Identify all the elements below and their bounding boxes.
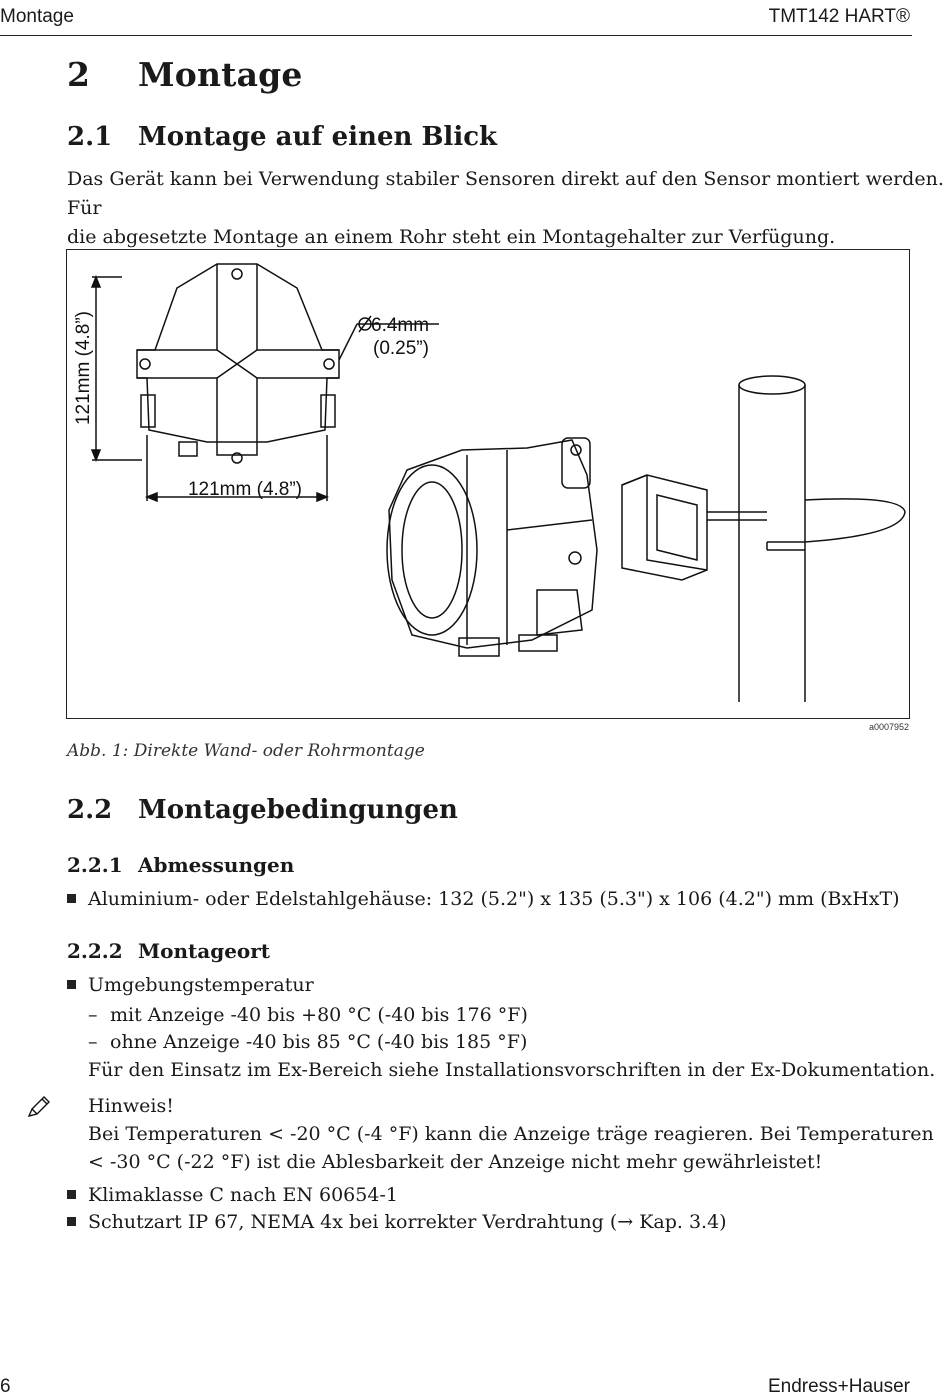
- list-item-temperature: Umgebungstemperatur: [67, 974, 314, 996]
- bullet-square-icon: [67, 980, 76, 989]
- subsection-heading-2-1: 2.1 Montage auf einen Blick: [67, 122, 498, 152]
- hole-dim-mm-label: 6.4mm: [371, 315, 430, 336]
- section-heading: 2 Montage: [67, 55, 303, 94]
- dim-horizontal-label: 121mm (4.8”): [187, 479, 303, 500]
- pencil-icon: [26, 1094, 52, 1120]
- ex-note: Für den Einsatz im Ex-Bereich siehe Installationsvorschriften in der Ex-Dokumentation.: [88, 1059, 936, 1081]
- intro-line-2: die abgesetzte Montage an einem Rohr steht ein Montagehalter zur Verfügung.: [67, 226, 836, 248]
- list-item-dimensions: Aluminium- oder Edelstahlgehäuse: 132 (5.2") x 135 (5.3") x 106 (4.2") mm (BxHxT): [67, 888, 900, 910]
- intro-line-1: Das Gerät kann bei Verwendung stabiler Sensoren direkt auf den Sensor montiert werden. Für: [67, 168, 944, 219]
- list-item-protection: Schutzart IP 67, NEMA 4x bei korrekter Verdrahtung (→ Kap. 3.4): [67, 1211, 727, 1233]
- hole-dim-in-label: (0.25”): [373, 338, 429, 359]
- note-line-2: < -30 °C (-22 °F) ist die Ablesbarkeit der Anzeige nicht mehr gewährleistet!: [88, 1151, 823, 1173]
- bullet-square-icon: [67, 1190, 76, 1199]
- dim-vertical-label: 121mm (4.8”): [73, 310, 94, 426]
- dash-item-without-display: – ohne Anzeige -40 bis 85 °C (-40 bis 185 °F): [88, 1031, 528, 1053]
- intro-paragraph: [67, 165, 950, 252]
- figure-frame: [66, 249, 910, 719]
- running-header-right: TMT142 HART®: [768, 6, 910, 27]
- footer-brand: Endress+Hauser: [767, 1376, 910, 1397]
- dash-item-with-display: – mit Anzeige -40 bis +80 °C (-40 bis 176 °F): [88, 1004, 528, 1026]
- subsection-heading-2-2-2: 2.2.2 Montageort: [67, 939, 271, 963]
- figure-id: a0007952: [869, 722, 910, 732]
- subsection-heading-2-2: 2.2 Montagebedingungen: [67, 795, 458, 825]
- header-rule: [0, 35, 912, 36]
- bullet-square-icon: [67, 894, 76, 903]
- note-line-1: Bei Temperaturen < -20 °C (-4 °F) kann die Anzeige träge reagieren. Bei Temperaturen: [88, 1123, 934, 1145]
- running-header-left: Montage: [0, 6, 74, 27]
- subsection-heading-2-2-1: 2.2.1 Abmessungen: [67, 853, 295, 877]
- mounting-drawing: [67, 250, 908, 717]
- bullet-square-icon: [67, 1217, 76, 1226]
- list-item-climate: Klimaklasse C nach EN 60654-1: [67, 1184, 398, 1206]
- figure-caption: Abb. 1: Direkte Wand- oder Rohrmontage: [67, 741, 425, 761]
- page-number: 6: [0, 1376, 11, 1397]
- note-title: Hinweis!: [88, 1095, 174, 1117]
